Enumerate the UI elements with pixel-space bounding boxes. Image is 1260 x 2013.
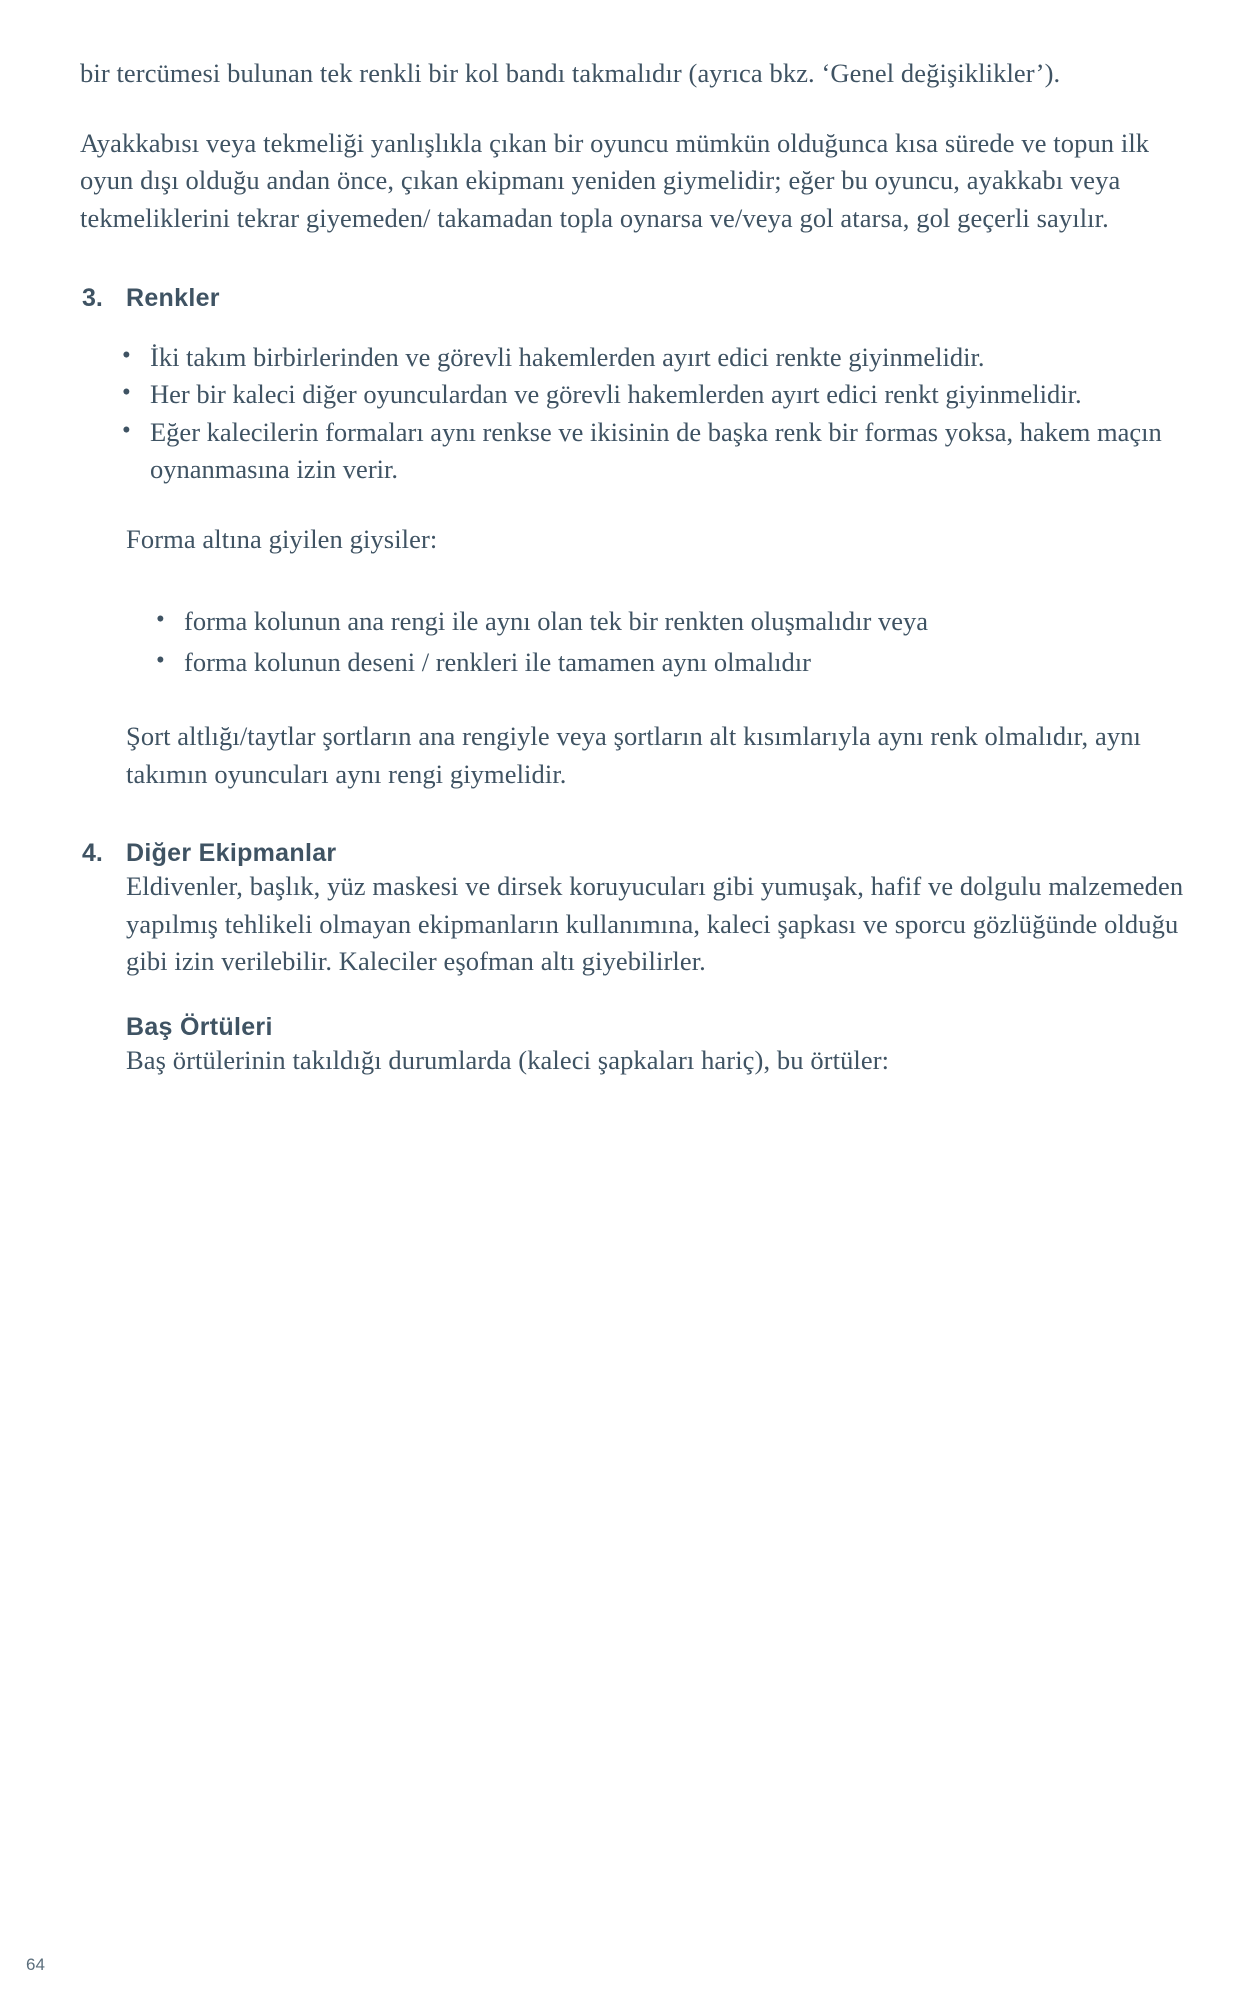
subsection-paragraph: Baş örtülerinin takıldığı durumlarda (kaleci şapkaları hariç), bu örtüler:	[126, 1045, 890, 1075]
list-item: • Her bir kaleci diğer oyunculardan ve görevli hakemlerden ayırt edici renkt giyinmelidir.	[114, 376, 1190, 414]
spacer	[126, 981, 1190, 1013]
section-4-body	[126, 839, 1190, 1080]
spacer	[126, 489, 1190, 521]
section-title-diger-ekipmanlar: Diğer Ekipmanlar	[126, 839, 337, 868]
under-shirt-lead-text: Forma altına giyilen giysiler:	[126, 524, 438, 554]
section-number-3: 3.	[82, 283, 103, 312]
spacer	[80, 93, 1190, 125]
section-renkler	[80, 284, 1190, 313]
list-item: • forma kolunun deseni / renkleri ile tamamen aynı olmalıdır	[148, 644, 1190, 682]
spacer	[114, 581, 1190, 603]
subsection-title-bas-ortuleri: Baş Örtüleri	[126, 1013, 273, 1041]
under-shirt-bullet-list	[114, 581, 1190, 682]
section-number-4: 4.	[82, 839, 103, 868]
section-title-renkler: Renkler	[126, 283, 220, 312]
page-number: 64	[26, 1955, 45, 1974]
intro-section	[80, 55, 1190, 238]
section-diger-ekipmanlar	[80, 839, 1190, 1080]
bullet-list	[148, 603, 1190, 682]
page-content	[80, 55, 1190, 1080]
section3-closing-block	[80, 686, 1190, 793]
bullet-list	[114, 339, 1190, 490]
list-item: • Eğer kalecilerin formaları aynı renkse ve ikisinin de başka renk bir formas yoksa, hakem maçın oynanmasına izin verir.	[114, 414, 1190, 489]
list-item: • İki takım birbirlerinden ve görevli hakemlerden ayırt edici renkte giyinmelidir.	[114, 339, 1190, 377]
intro-paragraph-1: bir tercümesi bulunan tek renkli bir kol bandı takmalıdır (ayrıca bkz. ‘Genel değişiklikler’).	[80, 58, 1061, 88]
under-shirt-block	[80, 489, 1190, 559]
section-3-body	[126, 284, 1190, 313]
intro-paragraph-2: Ayakkabısı veya tekmeliği yanlışlıkla çıkan bir oyuncu mümkün olduğunca kısa sürede ve topun ilk oyun dışı olduğu andan önce, çıkan ekipmanı yeniden giymelidir; eğer bu oyuncu, ayakkabı veya tekmeliklerini tekrar giyemeden/ takamadan topla oynarsa ve/veya gol atarsa, gol geçerli sayılır.	[80, 127, 1150, 233]
list-item: • forma kolunun ana rengi ile aynı olan tek bir renkten oluşmalıdır veya	[148, 603, 1190, 641]
renkler-bullet-list	[114, 339, 1190, 490]
section3-closing-paragraph: Şort altlığı/taytlar şortların ana rengiyle veya şortların alt kısımlarıyla aynı renk olmalıdır, aynı takımın oyuncuları aynı rengi giymelidir.	[126, 720, 1142, 789]
section4-paragraph: Eldivenler, başlık, yüz maskesi ve dirsek koruyucuları gibi yumuşak, hafif ve dolgulu malzemeden yapılmış tehlikeli olmayan ekipmanların kullanımına, kaleci şapkası ve sporcu gözlüğünde olduğu gibi izin verilebilir. Kaleciler eşofman altı giyebilirler.	[126, 871, 1184, 977]
spacer	[126, 686, 1190, 718]
